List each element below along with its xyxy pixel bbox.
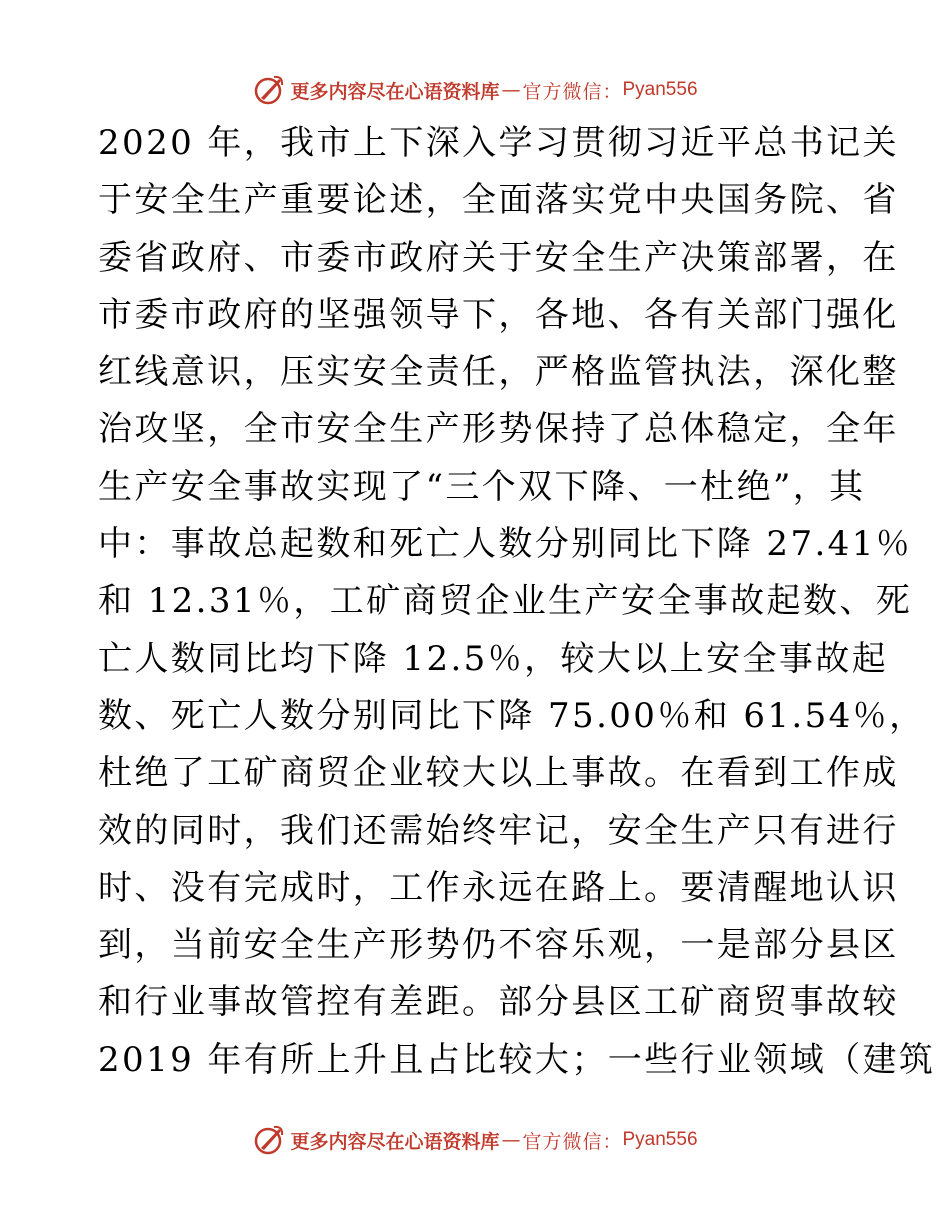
banner-separator: — xyxy=(501,79,521,101)
quill-logo-icon xyxy=(252,1123,286,1157)
header-watermark-banner xyxy=(0,70,950,110)
body-line: 市委市政府的坚强领导下，各地、各有关部门强化 xyxy=(98,294,899,335)
body-line: 效的同时，我们还需始终牢记，安全生产只有进行 xyxy=(98,810,899,851)
body-line: 治攻坚，全市安全生产形势保持了总体稳定，全年 xyxy=(98,409,899,450)
body-line: 和行业事故管控有差距。部分县区工矿商贸事故较 xyxy=(98,982,899,1023)
body-line: 2020 年，我市上下深入学习贯彻习近平总书记关 xyxy=(98,123,899,163)
body-line: 委省政府、市委市政府关于安全生产决策部署，在 xyxy=(98,237,899,278)
banner-wechat-label: 官方微信： xyxy=(522,1130,623,1153)
document-body xyxy=(98,115,936,1089)
body-line: 红线意识，压实安全责任，严格监管执法，深化整 xyxy=(98,352,899,393)
body-line: 数、死亡人数分别同比下降 75.00％和 61.54％， xyxy=(98,695,926,736)
body-line: 和 12.31％，工矿商贸企业生产安全事故起数、死 xyxy=(98,581,913,622)
banner-main-text: 更多内容尽在心语资料库 xyxy=(290,80,500,103)
banner-wechat-id: Pyan556 xyxy=(622,79,698,100)
body-line: 时、没有完成时，工作永远在路上。要清醒地认识 xyxy=(98,867,899,908)
body-line: 亡人数同比均下降 12.5％，较大以上安全事故起 xyxy=(98,638,889,679)
body-line: 于安全生产重要论述，全面落实党中央国务院、省 xyxy=(98,180,899,221)
body-line: 杜绝了工矿商贸企业较大以上事故。在看到工作成 xyxy=(98,753,899,794)
banner-separator: — xyxy=(501,1129,521,1151)
body-line: 中：事故总起数和死亡人数分别同比下降 27.41％ xyxy=(98,524,913,565)
quill-logo-icon xyxy=(252,73,286,107)
banner-main-text: 更多内容尽在心语资料库 xyxy=(290,1130,500,1153)
banner-wechat-label: 官方微信： xyxy=(522,80,623,103)
banner-wechat-id: Pyan556 xyxy=(622,1129,698,1150)
footer-watermark-banner xyxy=(0,1120,950,1160)
body-line: 生产安全事故实现了“三个双下降、一杜绝”，其 xyxy=(98,466,866,507)
body-line: 到，当前安全生产形势仍不容乐观，一是部分县区 xyxy=(98,925,899,966)
body-line: 2019 年有所上升且占比较大；一些行业领域（建筑 xyxy=(98,1039,936,1080)
